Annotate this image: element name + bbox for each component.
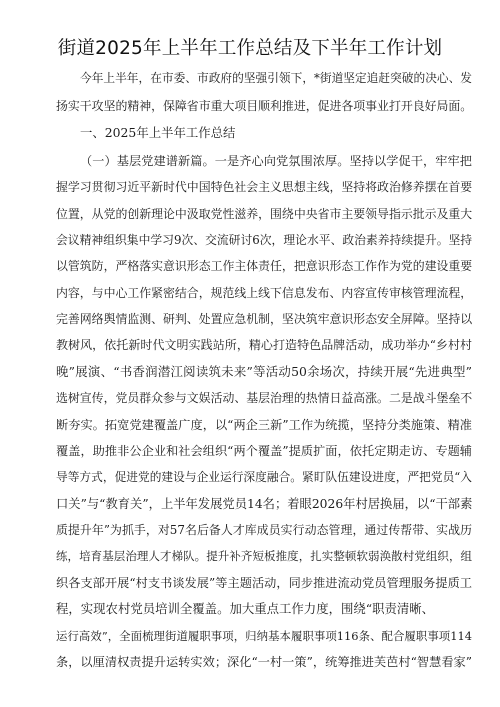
paragraph-line: （一）基层党建谱新篇。一是齐心向党氛围浓厚。坚持以学促干，牢牢把 — [80, 154, 472, 168]
paragraph-line: 覆盖，助推非公企业和社会组织“两个覆盖”提质扩面，依托定期走访、专题辅 — [56, 444, 472, 458]
paragraph-line: 教树风，依托新时代文明实践站所，精心打造特色品牌活动，成功举办“乡村村 — [56, 338, 472, 352]
paragraph-line: 导等方式，促进党的建设与企业运行深度融合。紧盯队伍建设进度，严把党员“入 — [56, 470, 472, 484]
paragraph-line: 今年上半年，在市委、市政府的坚强引领下，*街道坚定追赶突破的决心、发 — [80, 71, 472, 85]
paragraph-line: 完善网络舆情监测、研判、处置应急机制，坚决筑牢意识形态安全屏障。坚持以 — [56, 312, 473, 326]
paragraph-line: 握学习贯彻习近平新时代中国特色社会主义思想主线，坚持将政治修养摆在首要 — [56, 180, 473, 194]
section-heading: 一、2025年上半年工作总结 — [80, 125, 236, 140]
paragraph-line: 条，以厘清权责提升运转实效；深化“一村一策”，统筹推进芙芭村“智慧看家” — [56, 655, 472, 669]
paragraph-line: 运行高效”，全面梳理街道履职事项，归纳基本履职事项116条、配合履职事项114 — [56, 629, 472, 643]
paragraph-line: 选树宣传，党员群众参与文娱活动、基层治理的热情日益高涨。二是战斗堡垒不 — [56, 391, 473, 405]
paragraph-line: 断夯实。拓宽党建覆盖广度，以“两企三新”工作为统揽，坚持分类施策、精准 — [56, 418, 472, 432]
paragraph-line: 织各支部开展“村支书谈发展”等主题活动，同步推进流动党员管理服务提质工 — [56, 576, 472, 590]
paragraph-line: 内容，与中心工作紧密结合，规范线上线下信息发布、内容宣传审核管理流程， — [56, 286, 473, 300]
paragraph-line: 以管筑防，严格落实意识形态工作主体责任，把意识形态工作作为党的建设重要 — [56, 259, 473, 273]
paragraph-line: 会议精神组织集中学习9次、交流研讨6次，理论水平、政治素养持续提升。坚持 — [56, 233, 473, 247]
paragraph-line: 练，培育基层治理人才梯队。提升补齐短板推度，扎实整顿软弱涣散村党组织，组 — [56, 549, 472, 563]
paragraph-line: 质提升年”为抓手，对57名后备人才库成员实行动态管理，通过传帮带、实战历 — [56, 523, 472, 537]
paragraph-line: 程，实现农村党员培训全覆盖。加大重点工作力度，围绕“职责清晰、 — [56, 601, 435, 616]
paragraph-line: 口关”与“教育关”，上半年发展党员14名；着眼2026年村居换届，以“干部素 — [56, 497, 473, 511]
paragraph-line: 扬实干攻坚的精神，保障省市重大项目顺利推进，促进各项事业打开良好局面。 — [56, 99, 473, 113]
document-title: 街道2025年上半年工作总结及下半年工作计划 — [57, 38, 443, 59]
paragraph-line: 位置，从党的创新理论中汲取党性滋养，围绕中央省市主要领导指示批示及重大 — [56, 207, 473, 221]
paragraph-line: 晚”展演、“书香润潜江阅读筑未来”等活动50余场次，持续开展“先进典型” — [56, 364, 472, 379]
